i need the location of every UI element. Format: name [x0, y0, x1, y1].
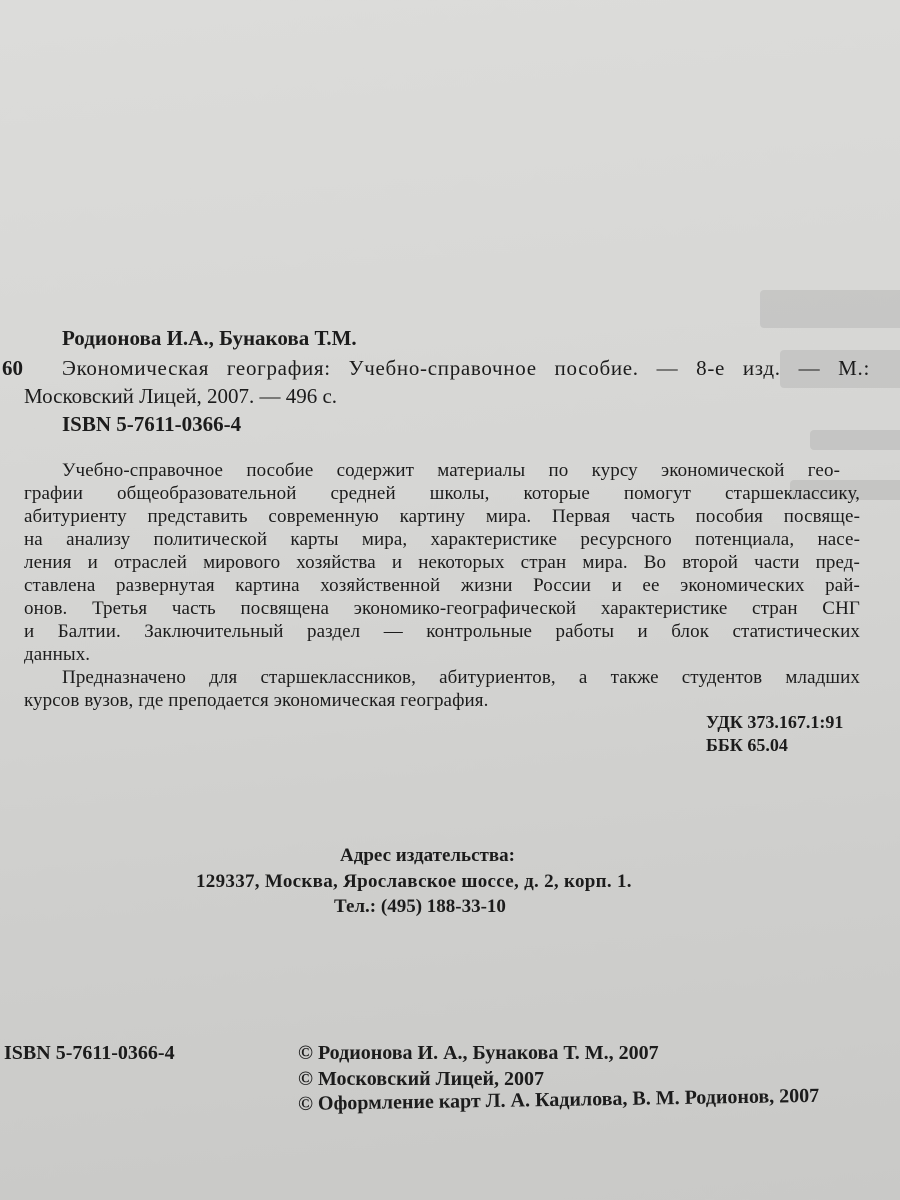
citation-title-text: Экономическая география: Учебно-справочное пособие. — 8-е изд. — М.:: [62, 356, 870, 380]
footer-isbn: ISBN 5-7611-0366-4: [4, 1042, 175, 1064]
citation-title-line2: Московский Лицей, 2007. — 496 с.: [24, 384, 338, 408]
copyright-maps: © Оформление карт Л. А. Кадилова, В. М. Родионов, 2007: [297, 1084, 820, 1115]
audience-line-1: Предназначено для старшеклассников, абитуриентов, а также студентов младших: [62, 667, 860, 688]
citation-title-line1: [62, 356, 870, 381]
bbk-code: ББК 65.04: [706, 735, 788, 755]
annotation-line-5: ления и отраслей мирового хозяйства и некоторых стран мира. Во второй части пред-: [24, 552, 860, 573]
annotation-line-8: и Балтии. Заключительный раздел — контрольные работы и блок статистических: [24, 621, 860, 642]
publisher-address: 129337, Москва, Ярославское шоссе, д. 2, корп. 1.: [196, 871, 632, 892]
publisher-heading: Адрес издательства:: [340, 845, 515, 866]
copyright-publisher: © Московский Лицей, 2007: [298, 1068, 545, 1090]
authors: Родионова И.А., Бунакова Т.М.: [62, 326, 357, 350]
annotation-line-6: ставлена развернутая картина хозяйственной жизни России и ее экономических рай-: [24, 575, 860, 596]
udk-code: УДК 373.167.1:91: [706, 712, 844, 732]
bbk-letter: 60: [2, 356, 23, 380]
audience-line-2: курсов вузов, где преподается экономическая география.: [24, 690, 489, 711]
annotation-line-7: онов. Третья часть посвящена экономико-географической характеристике стран СНГ: [24, 598, 860, 619]
annotation-line-2: графии общеобразовательной средней школы, которые помогут старшеклассику,: [24, 483, 860, 504]
copyright-authors: © Родионова И. А., Бунакова Т. М., 2007: [298, 1042, 659, 1064]
annotation-line-3: абитуриенту представить современную картину мира. Первая часть пособия посвяще-: [24, 506, 860, 527]
annotation-line-4: на анализу политической карты мира, характеристике ресурсного потенциала, насе-: [24, 529, 860, 550]
publisher-phone: Тел.: (495) 188-33-10: [334, 896, 506, 917]
annotation-line-1: Учебно-справочное пособие содержит материалы по курсу экономической гео-: [62, 460, 840, 481]
citation-isbn: ISBN 5-7611-0366-4: [62, 412, 242, 436]
annotation-line-9: данных.: [24, 644, 91, 665]
